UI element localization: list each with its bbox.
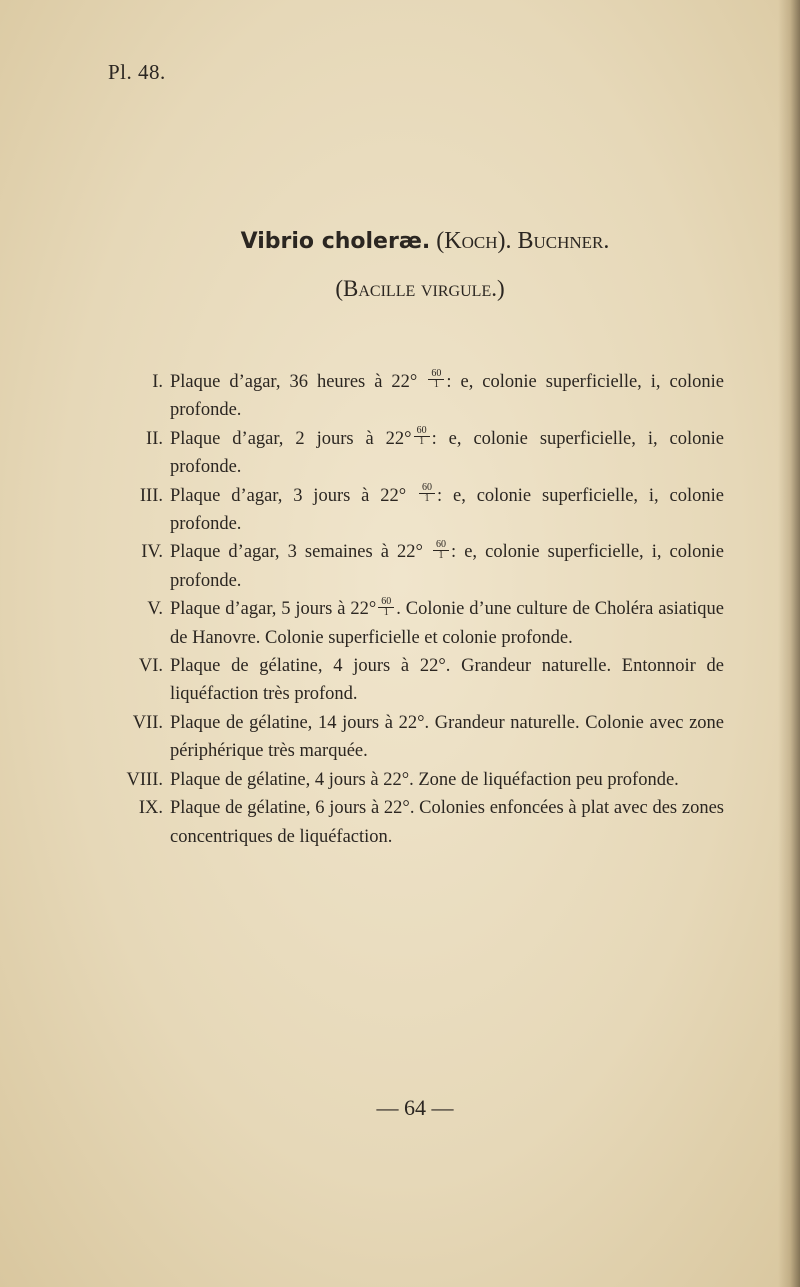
entry-text bbox=[170, 595, 724, 652]
legend-entry bbox=[120, 538, 724, 595]
entry-text-before: Plaque d’agar, 36 heures à 22° bbox=[170, 372, 418, 392]
fraction-sixty-over-one bbox=[419, 483, 435, 504]
fraction-denominator: 1 bbox=[383, 606, 389, 618]
fraction-numerator: 60 bbox=[419, 483, 435, 494]
legend-entry bbox=[120, 709, 724, 766]
fraction-denominator: 1 bbox=[419, 436, 425, 448]
page-title bbox=[0, 228, 800, 255]
entry-text: Plaque de gélatine, 4 jours à 22°. Zone de liquéfaction peu profonde. bbox=[170, 769, 679, 790]
legend-entry bbox=[120, 652, 724, 709]
fraction-numerator: 60 bbox=[428, 369, 444, 380]
plate-number: Pl. 48. bbox=[108, 60, 166, 84]
author-buchner: Buchner. bbox=[517, 228, 610, 254]
entry-text bbox=[170, 368, 724, 425]
entry-text-before: Plaque d’agar, 3 jours à 22° bbox=[170, 485, 407, 506]
legend-entry bbox=[120, 425, 724, 482]
legend-entry bbox=[120, 482, 724, 539]
entry-number: VI. bbox=[138, 656, 163, 677]
legend-entry bbox=[120, 595, 724, 652]
entry-number: IX. bbox=[138, 798, 163, 819]
entry-text-after: . Colonie d’une culture de Choléra asiatique de Hanovre. Colonie superficielle et colonie profonde. bbox=[170, 599, 725, 648]
species-name: Vibrio choleræ. bbox=[240, 229, 431, 254]
entry-text-after: : e, colonie superficielle, i, colonie profonde. bbox=[170, 485, 724, 535]
plate-legend-list bbox=[120, 368, 724, 851]
entry-text bbox=[170, 425, 724, 482]
common-name-subtitle: (Bacille virgule.) bbox=[335, 276, 505, 301]
page-edge-shadow bbox=[778, 0, 800, 1287]
fraction-numerator: 60 bbox=[433, 540, 449, 551]
legend-entry bbox=[120, 368, 724, 425]
entry-text-before: Plaque d’agar, 2 jours à 22° bbox=[170, 428, 412, 449]
entry-text: Plaque de gélatine, 6 jours à 22°. Colonies enfoncées à plat avec des zones concentriques de liquéfaction. bbox=[170, 798, 724, 847]
entry-text: Plaque de gélatine, 14 jours à 22°. Grandeur naturelle. Colonie avec zone périphérique très marquée. bbox=[170, 712, 724, 762]
entry-text-after: : e, colonie superficielle, i, colonie profonde. bbox=[170, 372, 725, 421]
page-number: — 64 — bbox=[376, 1095, 454, 1120]
legend-entry bbox=[120, 766, 724, 794]
fraction-numerator: 60 bbox=[414, 426, 430, 437]
entry-number: VII. bbox=[132, 712, 163, 733]
fraction-denominator: 1 bbox=[433, 379, 439, 391]
entry-number: II. bbox=[146, 428, 163, 449]
entry-text-before: Plaque d’agar, 5 jours à 22° bbox=[170, 599, 377, 620]
entry-number: V. bbox=[147, 599, 163, 620]
fraction-denominator: 1 bbox=[424, 492, 430, 504]
fraction-sixty-over-one bbox=[414, 426, 430, 447]
entry-number: I. bbox=[152, 372, 163, 392]
entry-text bbox=[170, 538, 724, 595]
entry-number: IV. bbox=[141, 542, 163, 563]
fraction-numerator: 60 bbox=[378, 597, 394, 608]
fraction-sixty-over-one bbox=[433, 540, 449, 561]
fraction-denominator: 1 bbox=[438, 549, 444, 561]
entry-number: VIII. bbox=[126, 769, 163, 790]
author-koch: (Koch). bbox=[436, 228, 512, 254]
entry-text bbox=[170, 482, 724, 539]
entry-text-after: : e, colonie superficielle, i, colonie profonde. bbox=[170, 542, 725, 591]
entry-text-before: Plaque d’agar, 3 semaines à 22° bbox=[170, 542, 423, 563]
entry-text: Plaque de gélatine, 4 jours à 22°. Grandeur naturelle. Entonnoir de liquéfaction très profond. bbox=[170, 656, 724, 705]
entry-number: III. bbox=[139, 485, 163, 506]
entry-text-after: : e, colonie superficielle, i, colonie profonde. bbox=[170, 428, 724, 478]
fraction-sixty-over-one bbox=[378, 597, 394, 618]
legend-entry bbox=[120, 794, 724, 851]
fraction-sixty-over-one bbox=[428, 369, 444, 390]
